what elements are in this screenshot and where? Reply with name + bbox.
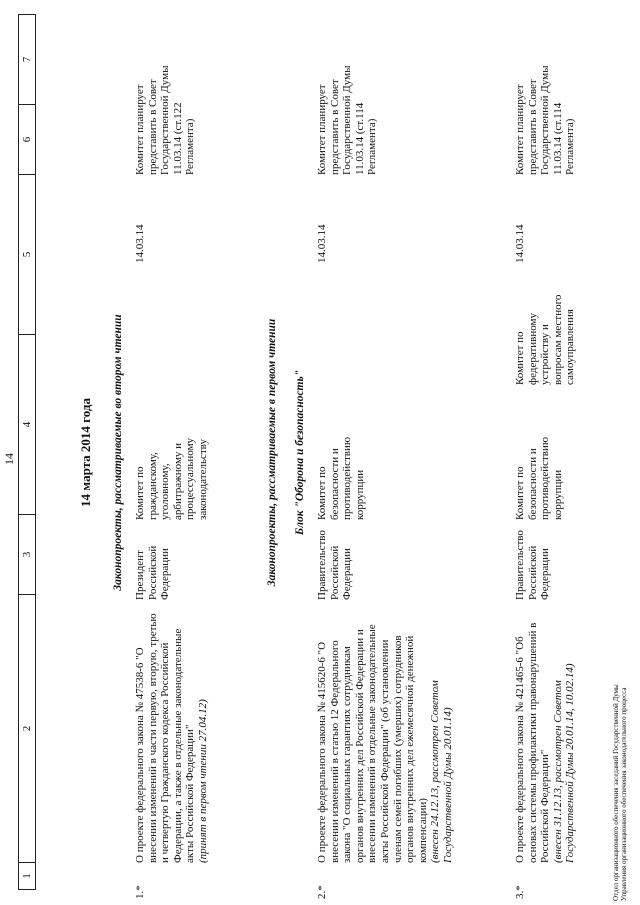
column-header-table — [18, 14, 36, 890]
column-number: 2 — [19, 595, 36, 863]
column-number: 4 — [19, 335, 36, 515]
responsible-committee: Комитет по безопасности и противодействию коррупции — [514, 436, 564, 520]
page-number: 14 — [2, 453, 16, 465]
co-executor-committee: Комитет по федеративному устройству и вопросам местного самоуправления — [514, 294, 577, 385]
column-number: 1 — [19, 863, 36, 890]
bill-note: (внесен 31.12.13, рассмотрен Советом Государственной Думы 20.01.14, 10.02.14) — [551, 663, 577, 863]
committee-plan: Комитет планирует представить в Совет Государственной Думы 11.03.14 (ст.114 Регламента) — [514, 65, 577, 175]
initiator: Президент Российской Федерации — [134, 545, 172, 600]
bill-title-text: О проекте федерального закона № 415620-6 "О внесении изменений в статью 12 Федерального закона "О социальных гарантиях сотрудникам органов внутренних дел Российской Федерации и внесении изменений в отдельные законодательные акты Российской Федерации" (об установлении членам семей погибших (умерших) сотрудников органов внутренних дел ежемесячной денежной компенсации) — [316, 624, 429, 863]
bill-note: (внесен 24.12.13, рассмотрен Советом Государственной Думы 20.01.14) — [429, 680, 454, 863]
footer-line: Управления организационного обеспечения законодательного процесса — [620, 687, 628, 901]
section-heading-second-reading: Законопроекты, рассматриваемые во втором чтении — [112, 314, 124, 591]
initiator: Правительство Российской Федерации — [316, 530, 354, 600]
column-number: 5 — [19, 175, 36, 335]
bill-title — [514, 611, 577, 863]
row-number: 1.* — [134, 885, 146, 899]
bill-title — [134, 611, 210, 863]
footer-note — [612, 684, 628, 901]
consideration-date: 14.03.14 — [316, 224, 328, 263]
column-number: 3 — [19, 515, 36, 595]
initiator: Правительство Российской Федерации — [514, 530, 552, 600]
bill-title-text: О проекте федерального закона № 421465-6 "Об основах системы профилактики правонарушений в Российской Федерации" — [514, 622, 552, 863]
section-heading-first-reading: Законопроекты, рассматриваемые в первом чтении — [266, 318, 278, 587]
bill-title-text: О проекте федерального закона № 47538-6 "О внесении изменений в части первую, вторую, третью и четвертую Гражданского кодекса Российской Федерации, а также в отдельные законодательные акты Российской Федерации" — [134, 613, 197, 863]
consideration-date: 14.03.14 — [134, 224, 146, 263]
row-number: 2.* — [316, 885, 328, 899]
column-number: 6 — [19, 105, 36, 175]
responsible-committee: Комитет по гражданскому, уголовному, арбитражному и процессуальному законодательству — [134, 437, 209, 520]
committee-plan: Комитет планирует представить в Совет Государственной Думы 11.03.14 (ст.122 Регламента) — [134, 65, 197, 175]
responsible-committee: Комитет по безопасности и противодействию коррупции — [316, 436, 366, 520]
date-heading: 14 марта 2014 года — [78, 398, 93, 507]
footer-line: Отдел организационного обеспечения заседаний Государственной Думы — [612, 684, 620, 901]
consideration-date: 14.03.14 — [514, 224, 526, 263]
committee-plan: Комитет планирует представить в Совет Государственной Думы 11.03.14 (ст.114 Регламента) — [316, 65, 379, 175]
bill-note: (принят в первом чтении 27.04.12) — [196, 699, 209, 863]
block-heading: Блок "Оборона и безопасность" — [294, 369, 306, 536]
row-number: 3.* — [514, 885, 526, 899]
column-number: 7 — [19, 15, 36, 105]
bill-title — [316, 611, 455, 863]
